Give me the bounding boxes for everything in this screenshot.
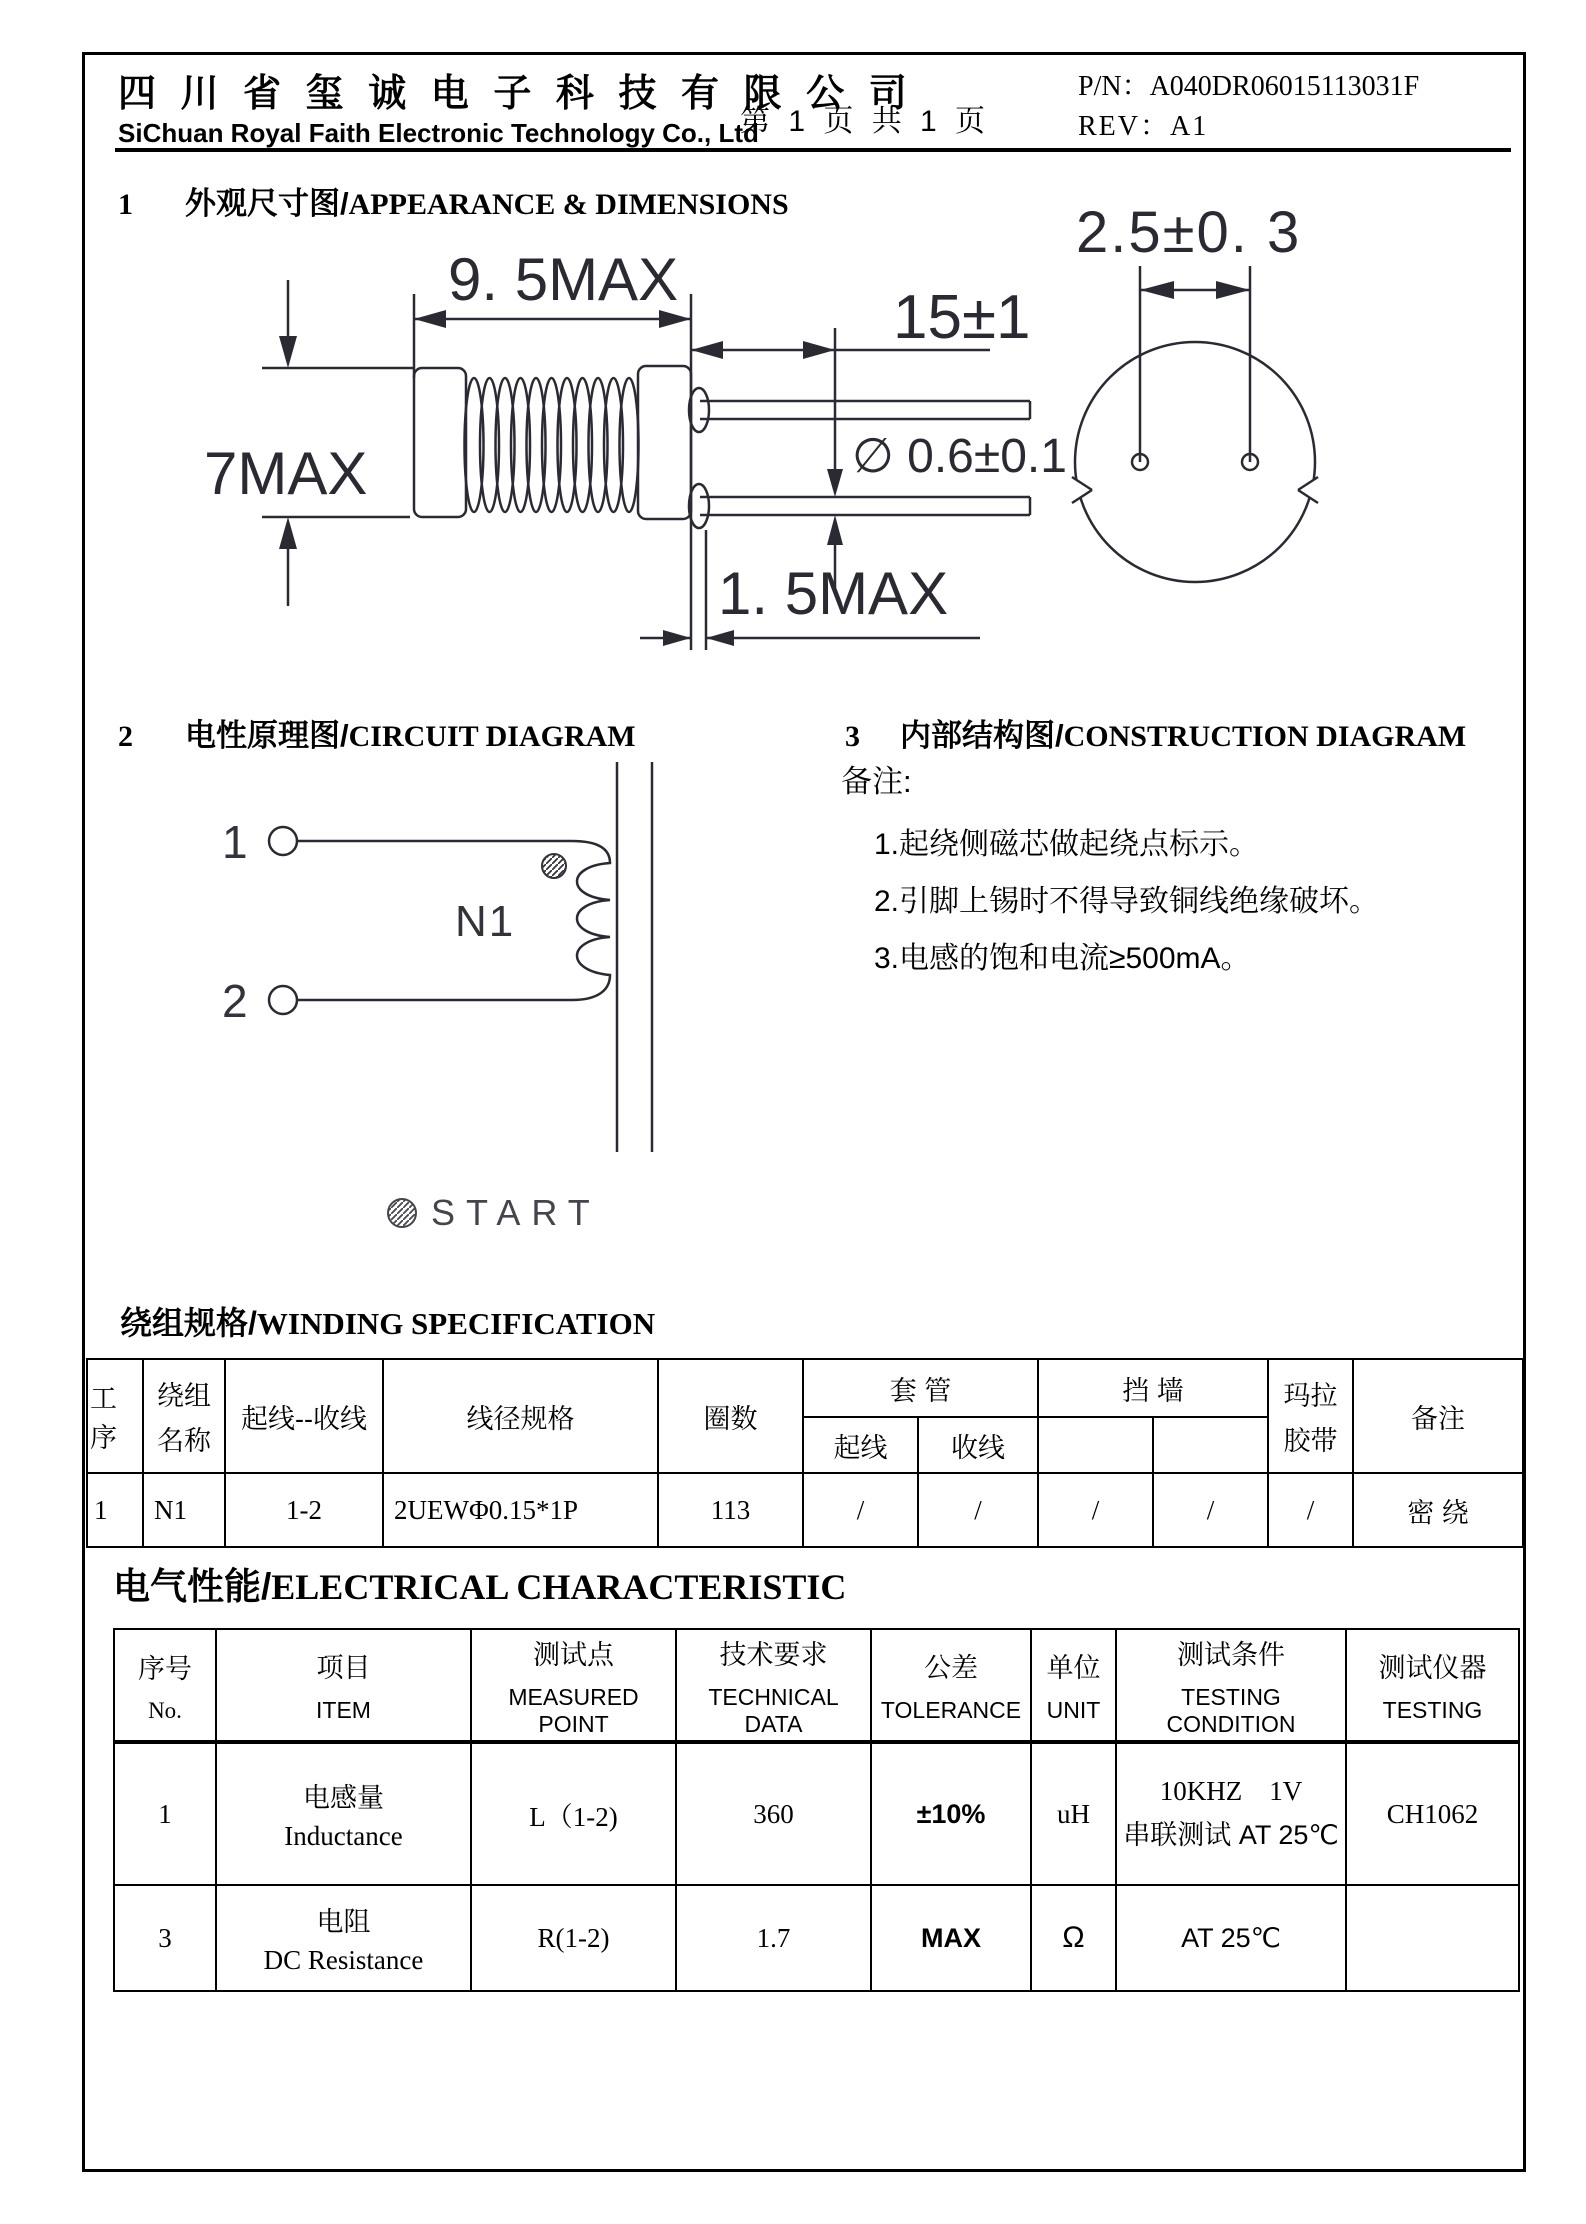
section1-number: 1 — [118, 188, 133, 221]
eh-point — [471, 1629, 676, 1742]
start-dot-icon — [385, 1196, 419, 1230]
eh-tester — [1346, 1629, 1519, 1742]
circuit-diagram — [160, 740, 720, 1180]
revision — [1078, 104, 1208, 144]
dim-lead-diameter-label: ∅ 0.6±0.1 — [852, 430, 1067, 483]
eh-data — [676, 1629, 871, 1742]
wh-name-line1: 绕组 — [157, 1381, 211, 1411]
wh-wall-b — [1153, 1417, 1268, 1473]
wr-wall-b: / — [1153, 1473, 1268, 1547]
start-marker — [385, 1192, 601, 1234]
wh-tube-start: 起线 — [803, 1417, 918, 1473]
er2-data: 1.7 — [676, 1885, 871, 1991]
wh-wire-spec: 线径规格 — [383, 1359, 658, 1473]
eh-data-cn: 技术要求 — [719, 1639, 828, 1670]
eh-no-en: No. — [148, 1697, 182, 1723]
dim-body-width-label: 9. 5MAX — [448, 246, 679, 313]
construction-notes — [874, 816, 1379, 987]
dimension-drawing — [140, 160, 1540, 680]
eh-point-en: MEASURED POINT — [508, 1683, 639, 1737]
section2-title-en: CIRCUIT DIAGRAM — [348, 720, 636, 753]
page-count: 第 1 页 共 1 页 — [740, 105, 991, 138]
eh-cond-en: TESTING CONDITION — [1166, 1683, 1296, 1737]
pn-value: A040DR06015113031F — [1149, 71, 1420, 102]
wr-start-end: 1-2 — [225, 1473, 383, 1547]
wh-mylar-line1: 玛拉 — [1283, 1381, 1338, 1411]
wr-wire: 2UEWΦ0.15*1P — [383, 1473, 658, 1547]
wr-name: N1 — [143, 1473, 225, 1547]
wr-mylar: / — [1268, 1473, 1353, 1547]
wh-mylar-line2: 胶带 — [1283, 1426, 1338, 1456]
note-3: 3.电感的饱和电流≥500mA。 — [874, 942, 1251, 975]
eh-no-cn: 序号 — [138, 1653, 192, 1684]
eh-tester-cn: 测试仪器 — [1378, 1653, 1487, 1683]
eh-item — [216, 1629, 471, 1742]
er1-tester: CH1062 — [1346, 1742, 1519, 1885]
circuit-pin1-label: 1 — [222, 816, 248, 868]
wh-tube-end: 收线 — [918, 1417, 1038, 1473]
note-1: 1.起绕侧磁芯做起绕点标示。 — [874, 828, 1260, 861]
er1-item-cn: 电感量 — [303, 1783, 384, 1813]
er2-item — [216, 1885, 471, 1991]
eh-unit-en: UNIT — [1046, 1697, 1101, 1723]
section1-title-cn: 外观尺寸图/ — [185, 186, 349, 221]
winding-title-cn: 绕组规格/ — [120, 1305, 257, 1341]
eh-cond-cn: 测试条件 — [1177, 1639, 1285, 1670]
er1-item — [216, 1742, 471, 1885]
wr-remark: 密 绕 — [1353, 1473, 1523, 1547]
rev-value: A1 — [1170, 111, 1209, 142]
company-name-cn: 四 川 省 玺 诚 电 子 科 技 有 限 公 司 — [118, 73, 914, 115]
eh-tol — [871, 1629, 1031, 1742]
er1-cond-line1: 10KHZ 1V — [1159, 1776, 1303, 1806]
er1-item-en: Inductance — [284, 1821, 403, 1851]
eh-item-cn: 项目 — [316, 1653, 371, 1683]
wr-wall-a: / — [1038, 1473, 1153, 1547]
wh-name-line2: 名称 — [157, 1426, 211, 1456]
electrical-title-cn: 电气性能/ — [113, 1566, 272, 1607]
winding-start-dot — [542, 854, 566, 878]
eh-no — [114, 1629, 216, 1742]
er1-tol: ±10% — [871, 1742, 1031, 1885]
dim-pin-pitch-label: 2.5±0. 3 — [1076, 200, 1302, 265]
er2-tester — [1346, 1885, 1519, 1991]
eh-unit-cn: 单位 — [1046, 1653, 1101, 1683]
winding-title — [120, 1298, 655, 1344]
wr-tube-end: / — [918, 1473, 1038, 1547]
section1-title-en: APPEARANCE & DIMENSIONS — [348, 188, 789, 221]
electrical-table — [113, 1628, 1520, 1992]
winding-n1-label: N1 — [455, 897, 516, 946]
wr-tube-start: / — [803, 1473, 918, 1547]
eh-cond — [1116, 1629, 1346, 1742]
wh-process: 工序 — [87, 1359, 143, 1473]
rev-label: REV： — [1078, 111, 1171, 142]
eh-item-en: ITEM — [316, 1697, 371, 1723]
start-label: START — [431, 1192, 601, 1233]
wh-mylar — [1268, 1359, 1353, 1473]
er1-data: 360 — [676, 1742, 871, 1885]
er2-no: 3 — [114, 1885, 216, 1991]
dim-body-height-label: 7MAX — [204, 440, 368, 507]
section2-number: 2 — [118, 720, 133, 753]
pn-label: P/N： — [1078, 71, 1150, 102]
section3-title-en: CONSTRUCTION DIAGRAM — [1063, 720, 1467, 753]
section2-title-cn: 电性原理图/ — [185, 718, 349, 753]
wh-turns: 圈数 — [658, 1359, 803, 1473]
part-number — [1078, 64, 1419, 104]
er1-cond-line2: 串联测试 AT 25℃ — [1123, 1820, 1339, 1850]
wr-turns: 113 — [658, 1473, 803, 1547]
er1-cond — [1116, 1742, 1346, 1885]
wh-wall-a — [1038, 1417, 1153, 1473]
eh-data-en: TECHNICAL DATA — [708, 1683, 839, 1737]
eh-tester-en: TESTING — [1382, 1697, 1483, 1723]
wh-start-end: 起线--收线 — [225, 1359, 383, 1473]
winding-table — [86, 1358, 1524, 1548]
er2-cond: AT 25℃ — [1116, 1885, 1346, 1991]
section3-number: 3 — [845, 720, 860, 753]
electrical-title-en: ELECTRICAL CHARACTERISTIC — [271, 1567, 847, 1607]
section3-heading — [845, 710, 1466, 755]
company-name-en: SiChuan Royal Faith Electronic Technology Co., Ltd — [118, 118, 759, 148]
dim-lead-length-label: 15±1 — [893, 283, 1031, 352]
note-2: 2.引脚上锡时不得导致铜线绝缘破坏。 — [874, 885, 1380, 918]
winding-title-en: WINDING SPECIFICATION — [256, 1306, 656, 1341]
wh-remark: 备注 — [1353, 1359, 1523, 1473]
wh-tube: 套 管 — [803, 1359, 1038, 1417]
er1-no: 1 — [114, 1742, 216, 1885]
er1-unit: uH — [1031, 1742, 1116, 1885]
er2-item-en: DC Resistance — [263, 1945, 424, 1975]
eh-tol-en: TOLERANCE — [880, 1697, 1022, 1723]
eh-tol-cn: 公差 — [924, 1653, 978, 1683]
wr-process: 1 — [87, 1473, 143, 1547]
er2-tol: MAX — [871, 1885, 1031, 1991]
er1-point: L（1-2) — [471, 1742, 676, 1885]
wh-wall: 挡 墙 — [1038, 1359, 1268, 1417]
circuit-pin2-label: 2 — [222, 975, 248, 1027]
wh-name — [143, 1359, 225, 1473]
er2-unit: Ω — [1031, 1885, 1116, 1991]
remark-label: 备注: — [841, 764, 912, 799]
section3-title-cn: 内部结构图/ — [900, 718, 1064, 753]
dim-flange-label: 1. 5MAX — [718, 560, 949, 627]
header-divider — [115, 148, 1511, 152]
electrical-title — [113, 1556, 846, 1610]
er2-point: R(1-2) — [471, 1885, 676, 1991]
eh-point-cn: 测试点 — [533, 1639, 614, 1670]
eh-unit — [1031, 1629, 1116, 1742]
er2-item-cn: 电阻 — [316, 1907, 371, 1937]
